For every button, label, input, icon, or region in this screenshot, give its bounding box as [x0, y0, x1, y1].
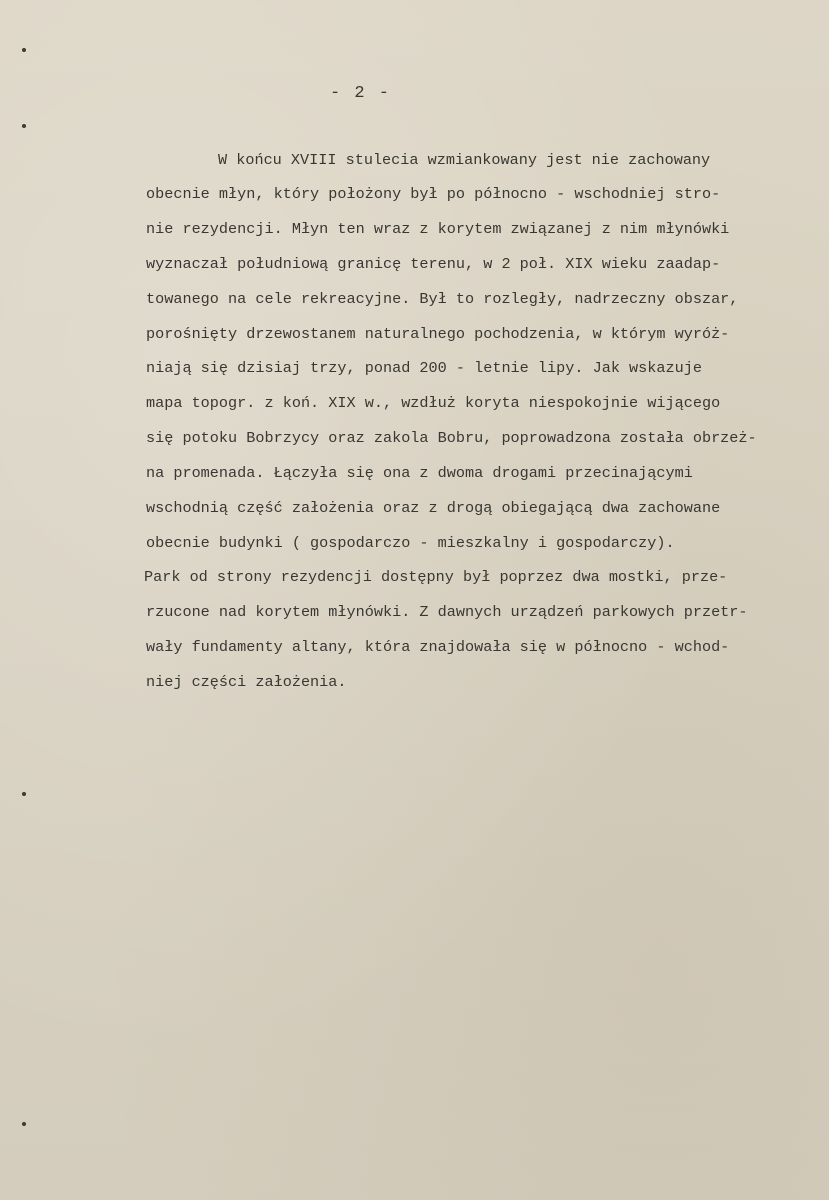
- text-line: towanego na cele rekreacyjne. Był to rozległy, nadrzeczny obszar,: [146, 290, 739, 308]
- text-line: niają się dzisiaj trzy, ponad 200 - letnie lipy. Jak wskazuje: [146, 359, 702, 377]
- text-line: mapa topogr. z koń. XIX w., wzdłuż koryta niespokojnie wijącego: [146, 394, 721, 412]
- text-line: wyznaczał południową granicę terenu, w 2 poł. XIX wieku zaadap-: [146, 255, 721, 273]
- text-line: Park od strony rezydencji dostępny był poprzez dwa mostki, prze-: [144, 568, 728, 586]
- text-line: nie rezydencji. Młyn ten wraz z korytem związanej z nim młynówki: [146, 220, 730, 238]
- text-line: W końcu XVIII stulecia wzmiankowany jest nie zachowany: [218, 151, 711, 169]
- binding-hole-mark: [22, 48, 26, 52]
- text-line: wały fundamenty altany, która znajdowała się w północno - wchod-: [146, 638, 730, 656]
- binding-hole-mark: [22, 792, 26, 796]
- binding-hole-mark: [22, 124, 26, 128]
- binding-hole-mark: [22, 1122, 26, 1126]
- page-number: - 2 -: [330, 84, 392, 103]
- text-line: niej części założenia.: [146, 673, 347, 691]
- text-line: na promenada. Łączyła się ona z dwoma drogami przecinającymi: [146, 464, 693, 482]
- text-line: wschodnią część założenia oraz z drogą obiegającą dwa zachowane: [146, 499, 721, 517]
- text-line: obecnie budynki ( gospodarczo - mieszkalny i gospodarczy).: [146, 534, 675, 552]
- text-line: porośnięty drzewostanem naturalnego pochodzenia, w którym wyróż-: [146, 325, 730, 343]
- text-line: rzucone nad korytem młynówki. Z dawnych urządzeń parkowych przetr-: [146, 603, 748, 621]
- text-line: obecnie młyn, który położony był po północno - wschodniej stro-: [146, 185, 721, 203]
- text-line: się potoku Bobrzycy oraz zakola Bobru, poprowadzona została obrzeż-: [146, 429, 757, 447]
